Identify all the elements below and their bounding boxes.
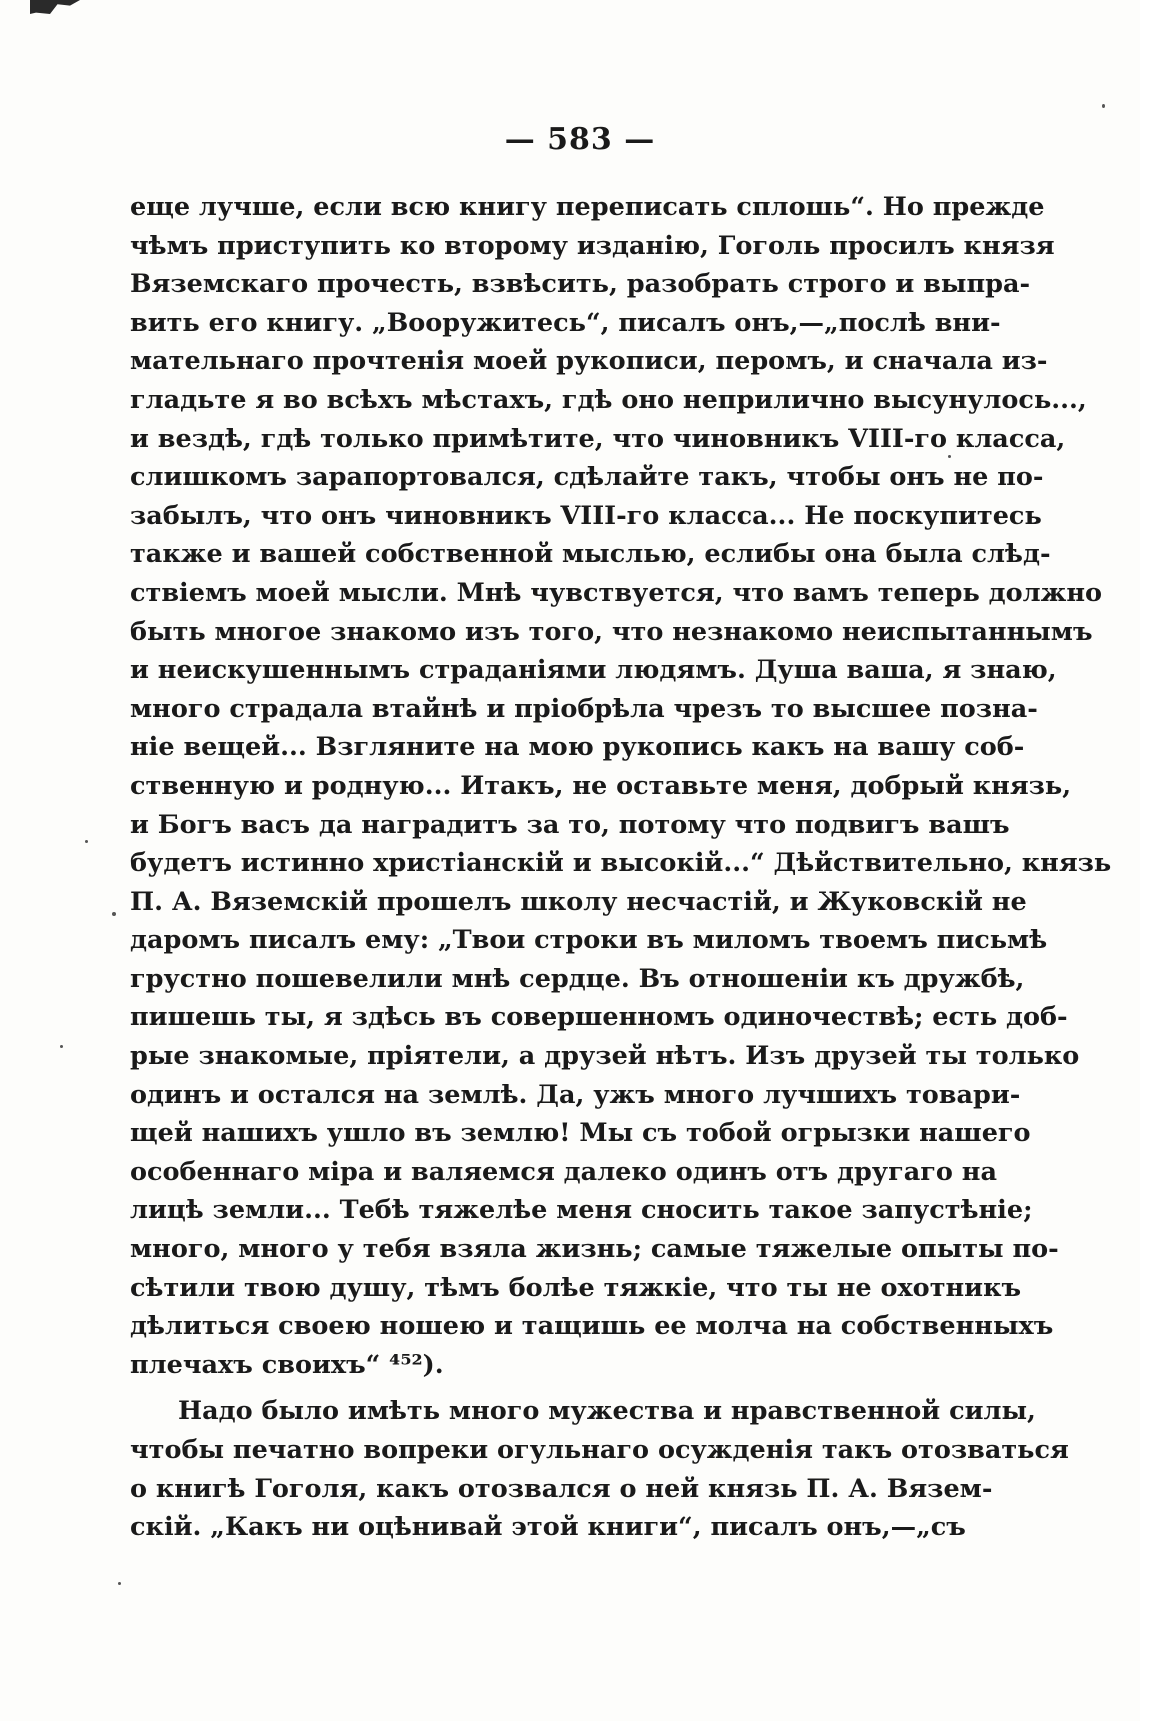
text-line: и Богъ васъ да наградитъ за то, потому что подвигъ вашъ bbox=[130, 809, 1010, 840]
text-line: вить его книгу. „Вооружитесь“, писалъ онъ,—„послѣ вни- bbox=[130, 307, 1001, 338]
text-line: грустно пошевелили мнѣ сердце. Въ отношеніи къ дружбѣ, bbox=[130, 963, 1025, 994]
paragraph bbox=[130, 188, 1112, 1384]
text-line: Вяземскаго прочесть, взвѣсить, разобрать строго и выпра- bbox=[130, 269, 1031, 300]
text-line: мательнаго прочтенія моей рукописи, перомъ, и сначала из- bbox=[130, 346, 1048, 377]
scan-speck bbox=[948, 455, 951, 458]
text-line: забылъ, что онъ чиновникъ VIII-го класса... Не поскупитесь bbox=[130, 500, 1042, 531]
scan-speck bbox=[1102, 104, 1105, 108]
text-line: ственную и родную... Итакъ, не оставьте меня, добрый князь, bbox=[130, 770, 1072, 801]
page-number: — 583 — bbox=[504, 122, 656, 157]
text-line: много, много у тебя взяла жизнь; самые тяжелые опыты по- bbox=[130, 1234, 1059, 1265]
text-line: щей нашихъ ушло въ землю! Мы съ тобой огрызки нашего bbox=[130, 1118, 1031, 1149]
text-line: особеннаго міра и валяемся далеко одинъ отъ другаго на bbox=[130, 1156, 997, 1187]
text-line: плечахъ своихъ“ ⁴⁵²). bbox=[130, 1349, 444, 1380]
text-line: гладьте я во всѣхъ мѣстахъ, гдѣ оно неприлично высунулось..., bbox=[130, 384, 1087, 415]
text-line: ніе вещей... Взгляните на мою рукопись какъ на вашу соб- bbox=[130, 732, 1025, 763]
text-line: быть многое знакомо изъ того, что незнакомо неиспытаннымъ bbox=[130, 616, 1093, 647]
text-line: сѣтили твою душу, тѣмъ болѣе тяжкіе, что ты не охотникъ bbox=[130, 1272, 1022, 1303]
scan-speck bbox=[85, 840, 88, 843]
text-line: скій. „Какъ ни оцѣнивай этой книги“, писалъ онъ,—„съ bbox=[130, 1512, 966, 1543]
text-line: и неискушеннымъ страданіями людямъ. Душа ваша, я знаю, bbox=[130, 655, 1057, 686]
text-line: П. А. Вяземскій прошелъ школу несчастій, и Жуковскій не bbox=[130, 886, 1027, 917]
text-line: еще лучше, если всю книгу переписать сплошь“. Но прежде bbox=[130, 192, 1045, 222]
text-line: даромъ писалъ ему: „Твои строки въ миломъ твоемъ письмѣ bbox=[130, 925, 1048, 956]
text-line: также и вашей собственной мыслью, еслибы она была слѣд- bbox=[130, 539, 1051, 570]
text-line: Надо было имѣть много мужества и нравственной силы, bbox=[178, 1396, 1036, 1427]
text-line: ствіемъ моей мысли. Мнѣ чувствуется, что вамъ теперь должно bbox=[130, 577, 1103, 608]
text-line: о книгѣ Гоголя, какъ отозвался о ней князь П. А. Вязем- bbox=[130, 1473, 993, 1504]
text-line: одинъ и остался на землѣ. Да, ужъ много лучшихъ товари- bbox=[130, 1079, 1021, 1110]
text-line: пишешь ты, я здѣсь въ совершенномъ одиночествѣ; есть доб- bbox=[130, 1002, 1068, 1033]
text-line: дѣлиться своею ношею и тащишь ее молча на собственныхъ bbox=[130, 1311, 1054, 1342]
scan-speck bbox=[118, 1582, 121, 1585]
scan-speck bbox=[60, 1045, 63, 1048]
text-line: и вездѣ, гдѣ только примѣтите, что чиновникъ VIII-го класса, bbox=[130, 423, 1066, 454]
text-line: рые знакомые, пріятели, а друзей нѣтъ. Изъ друзей ты только bbox=[130, 1041, 1080, 1072]
text-line: чѣмъ приступить ко второму изданію, Гоголь просилъ князя bbox=[130, 230, 1055, 261]
text-line: много страдала втайнѣ и пріобрѣла чрезъ то высшее позна- bbox=[130, 693, 1038, 724]
body-text bbox=[130, 188, 1112, 1547]
text-line: слишкомъ зарапортовался, сдѣлайте такъ, чтобы онъ не по- bbox=[130, 462, 1044, 493]
text-line: чтобы печатно вопреки огульнаго осужденія такъ отозваться bbox=[130, 1435, 1069, 1465]
paragraph bbox=[130, 1392, 1069, 1546]
text-line: будетъ истинно христіанскій и высокій...“ Дѣйствительно, князь bbox=[130, 848, 1112, 879]
scan-speck bbox=[112, 912, 116, 916]
scan-corner-mark bbox=[30, 0, 80, 14]
text-line: лицѣ земли... Тебѣ тяжелѣе меня сносить такое запустѣніе; bbox=[130, 1195, 1033, 1226]
